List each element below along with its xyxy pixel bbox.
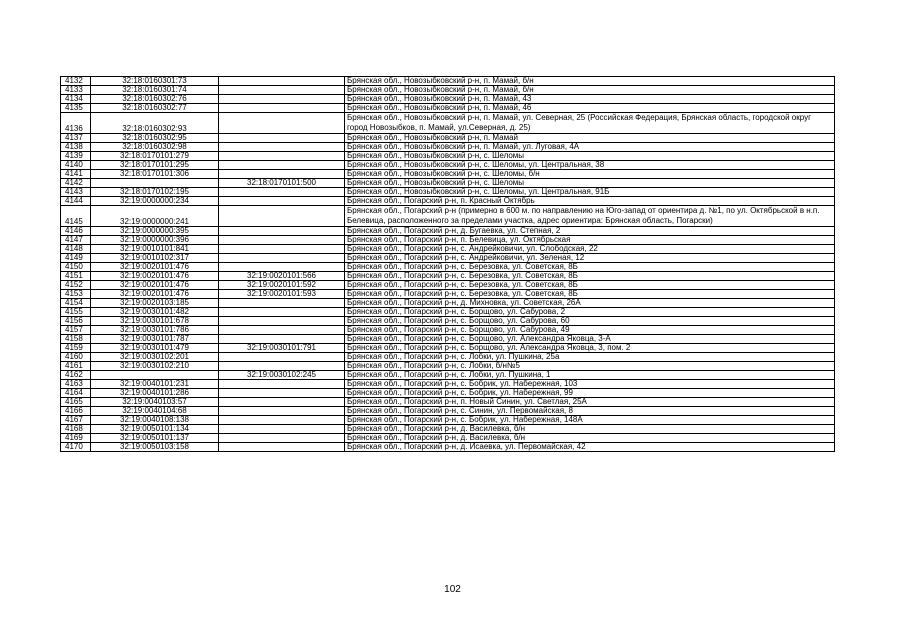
cadastral-number-cell [91, 179, 219, 188]
linked-cadastral-number-cell [219, 197, 345, 206]
cadastral-number-cell: 32:18:0170101:279 [91, 152, 219, 161]
row-number-cell: 4167 [61, 416, 91, 425]
row-number-cell: 4138 [61, 143, 91, 152]
cadastral-number-cell: 32:18:0170102:195 [91, 188, 219, 197]
table-row [61, 263, 835, 272]
address-cell: Брянская обл., Погарский р-н, с. Бобрик, ул. Набережная, 103 [345, 380, 835, 389]
cadastral-number-cell: 32:18:0160302:93 [91, 113, 219, 134]
table-row [61, 254, 835, 263]
address-cell: Брянская обл., Погарский р-н, с. Березовка, ул. Советская, 8Б [345, 290, 835, 299]
table-row [61, 134, 835, 143]
address-cell: Брянская обл., Новозыбковский р-н, п. Мамай, 43 [345, 95, 835, 104]
row-number-cell: 4162 [61, 371, 91, 380]
address-cell: Брянская обл., Погарский р-н, с. Лобки, ул. Пушкина, 1 [345, 371, 835, 380]
table-row [61, 362, 835, 371]
address-cell: Брянская обл., Новозыбковский р-н, с. Шеломы [345, 179, 835, 188]
row-number-cell: 4166 [61, 407, 91, 416]
table-row [61, 344, 835, 353]
address-cell: Брянская обл., Новозыбковский р-н, п. Мамай, б/н [345, 86, 835, 95]
row-number-cell: 4157 [61, 326, 91, 335]
cadastral-number-cell: 32:18:0160302:95 [91, 134, 219, 143]
address-cell: Брянская обл., Погарский р-н, д. Василевка, б/н [345, 425, 835, 434]
table-row [61, 299, 835, 308]
address-cell: Брянская обл., Погарский р-н, с. Андрейковичи, ул. Зеленая, 12 [345, 254, 835, 263]
row-number-cell: 4155 [61, 308, 91, 317]
table-row [61, 407, 835, 416]
table-row [61, 425, 835, 434]
address-cell: Брянская обл., Погарский р-н, с. Андрейковичи, ул. Слободская, 22 [345, 245, 835, 254]
cadastral-number-cell: 32:19:0030101:482 [91, 308, 219, 317]
cadastral-number-cell: 32:18:0160302:98 [91, 143, 219, 152]
linked-cadastral-number-cell [219, 317, 345, 326]
table-row [61, 188, 835, 197]
cadastral-number-cell: 32:19:0050103:158 [91, 443, 219, 452]
row-number-cell: 4145 [61, 206, 91, 227]
table-row [61, 335, 835, 344]
table-row [61, 86, 835, 95]
row-number-cell: 4161 [61, 362, 91, 371]
cadastral-number-cell [91, 371, 219, 380]
row-number-cell: 4134 [61, 95, 91, 104]
property-table [60, 76, 835, 452]
table-row [61, 206, 835, 227]
linked-cadastral-number-cell [219, 236, 345, 245]
address-cell: Брянская обл., Новозыбковский р-н, п. Мамай [345, 134, 835, 143]
linked-cadastral-number-cell [219, 398, 345, 407]
table-row [61, 170, 835, 179]
linked-cadastral-number-cell [219, 308, 345, 317]
table-row [61, 380, 835, 389]
row-number-cell: 4152 [61, 281, 91, 290]
linked-cadastral-number-cell: 32:19:0030102:245 [219, 371, 345, 380]
row-number-cell: 4159 [61, 344, 91, 353]
cadastral-number-cell: 32:18:0160301:74 [91, 86, 219, 95]
cadastral-number-cell: 32:19:0040101:231 [91, 380, 219, 389]
linked-cadastral-number-cell [219, 254, 345, 263]
address-cell: Брянская обл., Погарский р-н, с. Борщово, ул. Александра Яковца, 3, пом. 2 [345, 344, 835, 353]
address-cell: Брянская обл., Погарский р-н, с. Борщово, ул. Сабурова, 49 [345, 326, 835, 335]
linked-cadastral-number-cell: 32:19:0020101:592 [219, 281, 345, 290]
linked-cadastral-number-cell [219, 416, 345, 425]
address-cell: Брянская обл., Новозыбковский р-н, п. Мамай, ул. Северная, 25 (Российская Федерация, Брянская область, городской округ город Новозыбков, п. Мамай, ул.Северная, д. 25) [345, 113, 835, 134]
linked-cadastral-number-cell [219, 299, 345, 308]
linked-cadastral-number-cell: 32:19:0030101:791 [219, 344, 345, 353]
table-row [61, 443, 835, 452]
row-number-cell: 4151 [61, 272, 91, 281]
cadastral-number-cell: 32:19:0010101:841 [91, 245, 219, 254]
cadastral-number-cell: 32:19:0020101:476 [91, 263, 219, 272]
cadastral-number-cell: 32:19:0000000:234 [91, 197, 219, 206]
address-cell: Брянская обл., Погарский р-н, с. Бобрик, ул. Набережная, 99 [345, 389, 835, 398]
cadastral-number-cell: 32:19:0040108:138 [91, 416, 219, 425]
cadastral-number-cell: 32:19:0000000:241 [91, 206, 219, 227]
linked-cadastral-number-cell [219, 95, 345, 104]
linked-cadastral-number-cell [219, 143, 345, 152]
address-cell: Брянская обл., Новозыбковский р-н, с. Шеломы, б/н [345, 170, 835, 179]
address-cell: Брянская обл., Погарский р-н, п. Новый Синин, ул. Светлая, 25А [345, 398, 835, 407]
address-cell: Брянская обл., Погарский р-н, с. Березовка, ул. Советская, 8Б [345, 263, 835, 272]
linked-cadastral-number-cell [219, 389, 345, 398]
row-number-cell: 4170 [61, 443, 91, 452]
table-row [61, 245, 835, 254]
cadastral-number-cell: 32:19:0030101:787 [91, 335, 219, 344]
table-row [61, 290, 835, 299]
linked-cadastral-number-cell: 32:18:0170101:500 [219, 179, 345, 188]
cadastral-number-cell: 32:19:0000000:396 [91, 236, 219, 245]
table-row [61, 227, 835, 236]
linked-cadastral-number-cell [219, 113, 345, 134]
cadastral-number-cell: 32:19:0030101:479 [91, 344, 219, 353]
linked-cadastral-number-cell [219, 425, 345, 434]
cadastral-number-cell: 32:19:0020101:476 [91, 290, 219, 299]
property-table-body [61, 77, 835, 452]
address-cell: Брянская обл., Погарский р-н, д. Бугаевка, ул. Степная, 2 [345, 227, 835, 236]
table-row [61, 152, 835, 161]
cadastral-number-cell: 32:18:0170101:306 [91, 170, 219, 179]
address-cell: Брянская обл., Погарский р-н, п. Красный Октябрь [345, 197, 835, 206]
address-cell: Брянская обл., Погарский р-н, с. Борщово, ул. Сабурова, 2 [345, 308, 835, 317]
row-number-cell: 4133 [61, 86, 91, 95]
table-row [61, 161, 835, 170]
row-number-cell: 4143 [61, 188, 91, 197]
row-number-cell: 4132 [61, 77, 91, 86]
cadastral-number-cell: 32:19:0050101:134 [91, 425, 219, 434]
table-row [61, 389, 835, 398]
row-number-cell: 4137 [61, 134, 91, 143]
linked-cadastral-number-cell [219, 434, 345, 443]
linked-cadastral-number-cell [219, 326, 345, 335]
cadastral-number-cell: 32:18:0170101:295 [91, 161, 219, 170]
cadastral-number-cell: 32:19:0030101:678 [91, 317, 219, 326]
linked-cadastral-number-cell [219, 188, 345, 197]
row-number-cell: 4154 [61, 299, 91, 308]
cadastral-number-cell: 32:19:0040104:68 [91, 407, 219, 416]
table-row [61, 371, 835, 380]
table-row [61, 77, 835, 86]
table-row [61, 353, 835, 362]
cadastral-number-cell: 32:18:0160302:77 [91, 104, 219, 113]
table-row [61, 326, 835, 335]
cadastral-number-cell: 32:19:0050101:137 [91, 434, 219, 443]
row-number-cell: 4169 [61, 434, 91, 443]
linked-cadastral-number-cell: 32:19:0020101:566 [219, 272, 345, 281]
table-row [61, 308, 835, 317]
linked-cadastral-number-cell [219, 206, 345, 227]
cadastral-number-cell: 32:19:0040103:57 [91, 398, 219, 407]
linked-cadastral-number-cell [219, 380, 345, 389]
table-row [61, 416, 835, 425]
address-cell: Брянская обл., Погарский р-н, с. Березовка, ул. Советская, 8Б [345, 272, 835, 281]
row-number-cell: 4153 [61, 290, 91, 299]
table-row [61, 236, 835, 245]
linked-cadastral-number-cell [219, 245, 345, 254]
table-row [61, 434, 835, 443]
address-cell: Брянская обл., Погарский р-н, с. Борщово, ул. Сабурова, 60 [345, 317, 835, 326]
row-number-cell: 4156 [61, 317, 91, 326]
linked-cadastral-number-cell [219, 86, 345, 95]
linked-cadastral-number-cell [219, 104, 345, 113]
row-number-cell: 4136 [61, 113, 91, 134]
linked-cadastral-number-cell [219, 362, 345, 371]
table-row [61, 317, 835, 326]
linked-cadastral-number-cell [219, 407, 345, 416]
linked-cadastral-number-cell [219, 77, 345, 86]
linked-cadastral-number-cell: 32:19:0020101:593 [219, 290, 345, 299]
table-row [61, 272, 835, 281]
address-cell: Брянская обл., Погарский р-н, д. Михновка, ул. Советская, 26А [345, 299, 835, 308]
cadastral-number-cell: 32:19:0020101:476 [91, 281, 219, 290]
table-row [61, 143, 835, 152]
table-row [61, 398, 835, 407]
row-number-cell: 4140 [61, 161, 91, 170]
linked-cadastral-number-cell [219, 443, 345, 452]
row-number-cell: 4149 [61, 254, 91, 263]
table-row [61, 113, 835, 134]
linked-cadastral-number-cell [219, 152, 345, 161]
address-cell: Брянская обл., Погарский р-н, с. Синин, ул. Первомайская, 8 [345, 407, 835, 416]
address-cell: Брянская обл., Новозыбковский р-н, п. Мамай, б/н [345, 77, 835, 86]
linked-cadastral-number-cell [219, 353, 345, 362]
cadastral-number-cell: 32:19:0040101:286 [91, 389, 219, 398]
row-number-cell: 4158 [61, 335, 91, 344]
table-row [61, 104, 835, 113]
row-number-cell: 4146 [61, 227, 91, 236]
row-number-cell: 4144 [61, 197, 91, 206]
row-number-cell: 4160 [61, 353, 91, 362]
page-number: 102 [444, 584, 461, 595]
table-row [61, 197, 835, 206]
row-number-cell: 4141 [61, 170, 91, 179]
table-row [61, 179, 835, 188]
row-number-cell: 4135 [61, 104, 91, 113]
cadastral-number-cell: 32:19:0030102:201 [91, 353, 219, 362]
address-cell: Брянская обл., Погарский р-н, с. Лобки, ул. Пушкина, 25а [345, 353, 835, 362]
linked-cadastral-number-cell [219, 134, 345, 143]
row-number-cell: 4164 [61, 389, 91, 398]
cadastral-number-cell: 32:18:0160301:73 [91, 77, 219, 86]
address-cell: Брянская обл., Погарский р-н, с. Березовка, ул. Советская, 8Б [345, 281, 835, 290]
address-cell: Брянская обл., Погарский р-н, с. Бобрик, ул. Набережная, 148А [345, 416, 835, 425]
cadastral-number-cell: 32:19:0020103:185 [91, 299, 219, 308]
cadastral-number-cell: 32:19:0000000:395 [91, 227, 219, 236]
cadastral-number-cell: 32:19:0010102:317 [91, 254, 219, 263]
cadastral-number-cell: 32:19:0020101:476 [91, 272, 219, 281]
cadastral-number-cell: 32:19:0030102:210 [91, 362, 219, 371]
row-number-cell: 4139 [61, 152, 91, 161]
linked-cadastral-number-cell [219, 170, 345, 179]
address-cell: Брянская обл., Погарский р-н, д. Исаевка, ул. Первомайская, 42 [345, 443, 835, 452]
address-cell: Брянская обл., Новозыбковский р-н, с. Шеломы [345, 152, 835, 161]
table-row [61, 95, 835, 104]
address-cell: Брянская обл., Погарский р-н, д. Василевка, б/н [345, 434, 835, 443]
table-row [61, 281, 835, 290]
row-number-cell: 4163 [61, 380, 91, 389]
address-cell: Брянская обл., Новозыбковский р-н, с. Шеломы, ул. Центральная, 91Б [345, 188, 835, 197]
row-number-cell: 4147 [61, 236, 91, 245]
cadastral-number-cell: 32:18:0160302:76 [91, 95, 219, 104]
address-cell: Брянская обл., Погарский р-н (примерно в 600 м. по направлению на Юго-запад от ориентира д. №1, по ул. Октябрьской в н.п. Белевица, расположенного за пределами участка, адрес ориентира: Брянская область, Погарски) [345, 206, 835, 227]
linked-cadastral-number-cell [219, 263, 345, 272]
address-cell: Брянская обл., Новозыбковский р-н, п. Мамай, 46 [345, 104, 835, 113]
row-number-cell: 4168 [61, 425, 91, 434]
row-number-cell: 4148 [61, 245, 91, 254]
address-cell: Брянская обл., Погарский р-н, п. Белевица, ул. Октябрьская [345, 236, 835, 245]
row-number-cell: 4165 [61, 398, 91, 407]
cadastral-number-cell: 32:19:0030101:786 [91, 326, 219, 335]
address-cell: Брянская обл., Новозыбковский р-н, с. Шеломы, ул. Центральная, 38 [345, 161, 835, 170]
address-cell: Брянская обл., Погарский р-н, с. Лобки, б/н№5 [345, 362, 835, 371]
linked-cadastral-number-cell [219, 335, 345, 344]
row-number-cell: 4150 [61, 263, 91, 272]
linked-cadastral-number-cell [219, 161, 345, 170]
address-cell: Брянская обл., Новозыбковский р-н, п. Мамай, ул. Луговая, 4А [345, 143, 835, 152]
linked-cadastral-number-cell [219, 227, 345, 236]
row-number-cell: 4142 [61, 179, 91, 188]
address-cell: Брянская обл., Погарский р-н, с. Борщово, ул. Александра Яковца, 3-А [345, 335, 835, 344]
